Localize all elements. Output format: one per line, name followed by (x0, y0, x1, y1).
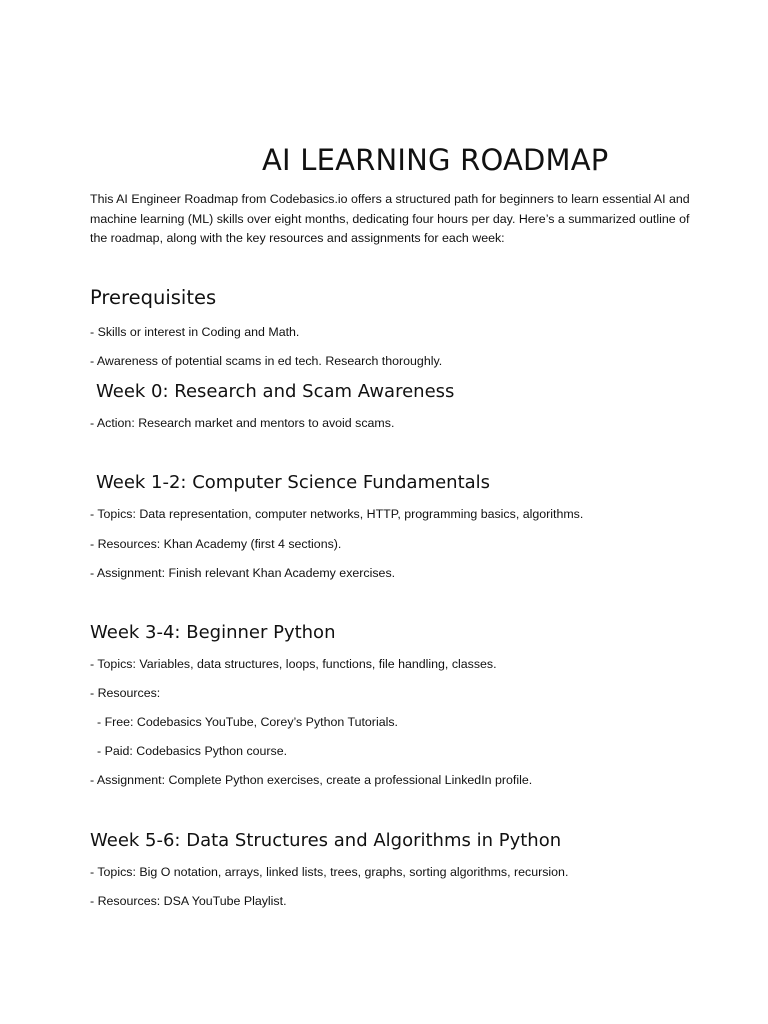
heading-week-5-6: Week 5-6: Data Structures and Algorithms in Python (90, 830, 562, 851)
heading-week-0: Week 0: Research and Scam Awareness (96, 381, 455, 402)
heading-week-3-4: Week 3-4: Beginner Python (90, 622, 336, 643)
bullet-prerequisites-1: - Skills or interest in Coding and Math. (90, 325, 300, 339)
bullet-week-1-2-3: - Assignment: Finish relevant Khan Academy exercises. (90, 566, 396, 580)
bullet-week-5-6-1: - Topics: Big O notation, arrays, linked lists, trees, graphs, sorting algorithms, recursion. (90, 865, 569, 879)
bullet-week-3-4-2: - Resources: (90, 686, 161, 700)
bullet-week-0-1: - Action: Research market and mentors to avoid scams. (90, 416, 395, 430)
bullet-week-3-4-5: - Assignment: Complete Python exercises, create a professional LinkedIn profile. (90, 773, 533, 787)
page-title: AI LEARNING ROADMAP (262, 143, 609, 177)
bullet-week-1-2-1: - Topics: Data representation, computer networks, HTTP, programming basics, algorithms. (90, 507, 584, 521)
heading-prerequisites: Prerequisites (90, 286, 217, 309)
bullet-week-5-6-2: - Resources: DSA YouTube Playlist. (90, 894, 287, 908)
bullet-week-3-4-3: - Free: Codebasics YouTube, Corey’s Python Tutorials. (97, 715, 398, 729)
bullet-week-1-2-2: - Resources: Khan Academy (first 4 sections). (90, 537, 342, 551)
bullet-week-3-4-1: - Topics: Variables, data structures, loops, functions, file handling, classes. (90, 657, 497, 671)
intro-paragraph: This AI Engineer Roadmap from Codebasics.io offers a structured path for beginners to learn essential AI and machine learning (ML) skills over eight months, dedicating four hours per day. Here’s a summarized outline of the roadmap, along with the key resources and assignments for each week: (90, 192, 690, 245)
heading-week-1-2: Week 1-2: Computer Science Fundamentals (96, 472, 491, 493)
bullet-week-3-4-4: - Paid: Codebasics Python course. (97, 744, 288, 758)
bullet-prerequisites-2: - Awareness of potential scams in ed tech. Research thoroughly. (90, 354, 443, 368)
